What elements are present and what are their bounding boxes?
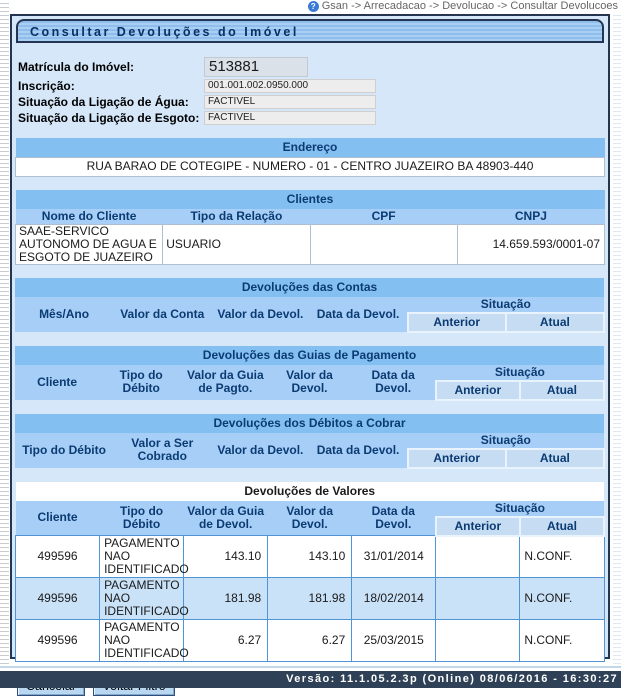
matricula-value: 513881 [204,57,308,77]
col-header-valor-conta: Valor da Conta [113,297,211,332]
col-header-situacao: Situação [436,501,604,517]
col-header-atual: Atual [506,449,604,468]
guias-table-title: Devoluções das Guias de Pagamento [15,346,604,365]
cell-tipo-debito: PAGAMENTO NAO IDENTIFICADO [100,578,184,620]
col-header-valor-ser-cobrado: Valor a Ser Cobrado [113,433,211,468]
col-header-anterior: Anterior [436,381,520,400]
contas-table-title: Devoluções das Contas [15,278,604,297]
col-header-atual: Atual [520,517,604,536]
col-header-tipo-debito: Tipo do Débito [99,365,183,400]
version-footer: Versão: 11.1.05.2.3p (Online) 08/06/2016 - 16:30:27 [0,671,621,688]
main-panel [10,14,610,659]
devolucoes-contas-table [15,278,605,333]
client-name: SAAE-SERVICO AUTONOMO DE AGUA E ESGOTO DE JUAZEIRO [16,224,163,264]
cell-tipo-debito: PAGAMENTO NAO IDENTIFICADO [100,620,184,662]
col-header-atual: Atual [506,313,604,332]
footer-divider [0,666,621,668]
situacao-esgoto-label: Situação da Ligação de Esgoto: [18,111,200,125]
col-header-data-devol: Data da Devol. [309,297,407,332]
clients-table-title: Clientes [16,190,605,209]
cell-situacao-atual: N.CONF. [520,578,604,620]
breadcrumb-bar [9,0,621,13]
property-form [18,57,605,125]
col-header-valor-devol: Valor da Devol. [211,297,309,332]
col-header-anterior: Anterior [436,517,520,536]
situacao-esgoto-value: FACTIVEL [204,111,376,125]
cell-situacao-atual: N.CONF. [520,536,604,578]
table-row [16,620,605,662]
col-header-valor-guia-devol: Valor da Guia de Devol. [184,501,268,536]
situacao-agua-label: Situação da Ligação de Água: [18,95,189,109]
cell-valor-devol: 143.10 [268,536,352,578]
cell-valor-guia: 181.98 [184,578,268,620]
col-header-anterior: Anterior [408,449,506,468]
address-value: RUA BARAO DE COTEGIPE - NUMERO - 01 - CENTRO JUAZEIRO BA 48903-440 [16,157,605,176]
client-cnpj: 14.659.593/0001-07 [457,224,604,264]
col-header-anterior: Anterior [408,313,506,332]
col-header-tipo-debito: Tipo do Débito [100,501,184,536]
client-relacao: USUARIO [163,224,310,264]
devolucoes-guias-table [15,346,605,401]
form-row-situacao-esgoto [18,111,605,125]
col-header-atual: Atual [520,381,604,400]
cell-valor-guia: 6.27 [184,620,268,662]
cell-tipo-debito: PAGAMENTO NAO IDENTIFICADO [100,536,184,578]
debitos-table-title: Devoluções dos Débitos a Cobrar [15,414,604,433]
col-header-valor-devol: Valor da Devol. [267,365,351,400]
address-table-title: Endereço [16,138,605,157]
col-header-valor-guia-pagto: Valor da Guia de Pagto. [183,365,267,400]
cell-cliente: 499596 [16,536,100,578]
col-header-data-devol: Data da Devol. [352,501,436,536]
address-table [15,138,605,177]
situacao-agua-value: FACTIVEL [204,95,376,109]
cell-situacao-anterior [436,536,520,578]
form-row-inscricao [18,79,605,93]
form-row-matricula [18,57,605,77]
col-header-cliente: Cliente [15,365,99,400]
col-header-valor-devol: Valor da Devol. [211,433,309,468]
col-header-mes-ano: Mês/Ano [15,297,113,332]
clients-table [15,190,605,265]
col-header-situacao: Situação [408,433,604,449]
table-row [16,578,605,620]
cell-cliente: 499596 [16,578,100,620]
devolucoes-debitos-table [15,414,605,469]
col-header-situacao: Situação [436,365,604,381]
cell-data-devol: 25/03/2015 [352,620,436,662]
cell-valor-devol: 181.98 [268,578,352,620]
col-header-data-devol: Data da Devol. [309,433,407,468]
col-header-cliente: Cliente [16,501,100,536]
table-row [16,536,605,578]
cell-situacao-atual: N.CONF. [520,620,604,662]
devolucoes-valores-table [15,482,605,663]
col-header-situacao: Situação [408,297,604,313]
col-header-tipo-debito: Tipo do Débito [15,433,113,468]
table-row [16,157,605,176]
cell-situacao-anterior [436,620,520,662]
col-header-nome: Nome do Cliente [16,209,163,225]
page-title: Consultar Devoluções do Imóvel [16,19,604,43]
cell-valor-guia: 143.10 [184,536,268,578]
inscricao-label: Inscrição: [18,79,75,93]
col-header-valor-devol: Valor da Devol. [268,501,352,536]
cell-valor-devol: 6.27 [268,620,352,662]
cell-situacao-anterior [436,578,520,620]
table-row [16,224,605,264]
cell-cliente: 499596 [16,620,100,662]
help-icon[interactable]: ? [308,1,319,12]
cell-data-devol: 18/02/2014 [352,578,436,620]
right-decorative-strip [613,0,621,688]
left-decorative-strip [0,0,9,688]
breadcrumb[interactable]: Gsan -> Arrecadacao -> Devolucao -> Consultar Devolucoes [321,0,618,12]
col-header-data-devol: Data da Devol. [352,365,436,400]
inscricao-value: 001.001.002.0950.000 [204,79,376,93]
col-header-cpf: CPF [310,209,457,225]
form-row-situacao-agua [18,95,605,109]
col-header-cnpj: CNPJ [457,209,604,225]
client-cpf [310,224,457,264]
matricula-label: Matrícula do Imóvel: [18,60,135,74]
col-header-tipo-relacao: Tipo da Relação [163,209,310,225]
valores-table-title: Devoluções de Valores [16,482,605,501]
cell-data-devol: 31/01/2014 [352,536,436,578]
